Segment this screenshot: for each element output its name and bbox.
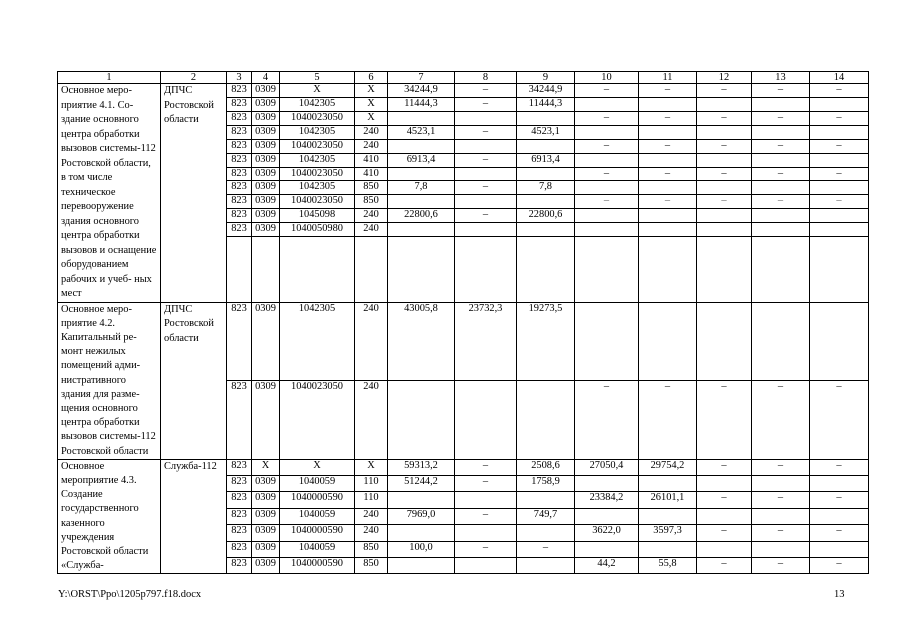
table-cell xyxy=(388,111,455,125)
table-cell xyxy=(575,302,639,381)
table-cell xyxy=(810,508,869,524)
table-cell: 1040059 xyxy=(280,476,355,492)
table-cell: 823 xyxy=(227,153,252,167)
table-cell xyxy=(517,111,575,125)
table-cell: 110 xyxy=(355,492,388,508)
table-cell: – xyxy=(455,153,517,167)
budget-table xyxy=(57,71,869,574)
table-cell xyxy=(810,209,869,223)
table-cell: 2508,6 xyxy=(517,459,575,475)
table-cell xyxy=(517,557,575,573)
header-cell: 11 xyxy=(639,72,697,84)
table-cell: X xyxy=(252,459,280,475)
table-cell: 6913,4 xyxy=(517,153,575,167)
table-cell: 749,7 xyxy=(517,508,575,524)
empty-cell xyxy=(280,237,355,302)
table-cell xyxy=(810,153,869,167)
table-cell: 7,8 xyxy=(517,181,575,195)
table-cell xyxy=(697,302,752,381)
table-cell: – xyxy=(810,84,869,98)
table-cell xyxy=(455,492,517,508)
table-cell: 4523,1 xyxy=(517,125,575,139)
table-cell: 240 xyxy=(355,139,388,153)
table-cell xyxy=(517,381,575,460)
table-cell xyxy=(388,557,455,573)
table-cell: 34244,9 xyxy=(388,84,455,98)
table-cell: 34244,9 xyxy=(517,84,575,98)
table-cell: – xyxy=(639,111,697,125)
table-cell xyxy=(517,195,575,209)
table-cell: 1040050980 xyxy=(280,223,355,237)
table-cell xyxy=(639,302,697,381)
empty-cell xyxy=(227,237,252,302)
table-cell xyxy=(697,223,752,237)
table-cell: 0309 xyxy=(252,381,280,460)
table-cell xyxy=(697,508,752,524)
table-cell: 0309 xyxy=(252,557,280,573)
table-cell: 1040000590 xyxy=(280,525,355,541)
table-cell xyxy=(697,541,752,557)
table-cell: – xyxy=(455,476,517,492)
table-row xyxy=(58,302,869,381)
header-cell: 14 xyxy=(810,72,869,84)
table-cell: 1758,9 xyxy=(517,476,575,492)
table-cell xyxy=(752,508,810,524)
table-cell: 0309 xyxy=(252,97,280,111)
empty-cell xyxy=(355,237,388,302)
table-cell: 1042305 xyxy=(280,125,355,139)
table-cell: – xyxy=(697,459,752,475)
measure-description: Основное меро- приятие 4.1. Со- здание основного центра обработки вызовов системы-112 Ростовской области, в том числе техническое перевооружение здания основного центра обработки вызовов и оснащение оборудованием рабочих и учеб- ных мест xyxy=(58,84,161,303)
header-cell: 9 xyxy=(517,72,575,84)
table-cell: 110 xyxy=(355,476,388,492)
table-cell xyxy=(810,125,869,139)
table-cell xyxy=(388,381,455,460)
header-cell: 13 xyxy=(752,72,810,84)
empty-cell xyxy=(455,237,517,302)
table-cell: 1042305 xyxy=(280,181,355,195)
table-cell xyxy=(575,181,639,195)
table-cell xyxy=(455,525,517,541)
table-cell xyxy=(752,541,810,557)
header-cell: 5 xyxy=(280,72,355,84)
table-cell: – xyxy=(697,167,752,181)
table-cell: 27050,4 xyxy=(575,459,639,475)
table-cell: – xyxy=(697,381,752,460)
table-cell xyxy=(388,525,455,541)
table-cell: 1040023050 xyxy=(280,381,355,460)
table-cell: 823 xyxy=(227,381,252,460)
table-cell: – xyxy=(455,97,517,111)
table-cell xyxy=(639,153,697,167)
table-cell: 823 xyxy=(227,223,252,237)
table-cell: 823 xyxy=(227,209,252,223)
table-cell: – xyxy=(575,111,639,125)
header-cell: 12 xyxy=(697,72,752,84)
table-cell: 0309 xyxy=(252,84,280,98)
table-cell: – xyxy=(455,508,517,524)
table-cell xyxy=(455,167,517,181)
table-cell xyxy=(575,541,639,557)
table-cell xyxy=(455,139,517,153)
table-cell xyxy=(639,97,697,111)
table-cell xyxy=(810,302,869,381)
table-cell: 823 xyxy=(227,195,252,209)
table-cell: 1040000590 xyxy=(280,557,355,573)
table-cell: – xyxy=(697,492,752,508)
table-cell: – xyxy=(810,139,869,153)
table-cell xyxy=(639,209,697,223)
empty-cell xyxy=(752,237,810,302)
table-cell: – xyxy=(752,111,810,125)
table-cell: – xyxy=(455,125,517,139)
table-cell xyxy=(752,302,810,381)
executor-name: ДПЧС Ростовской области xyxy=(161,84,227,303)
table-cell: 240 xyxy=(355,508,388,524)
table-cell: – xyxy=(752,525,810,541)
table-cell: 1040023050 xyxy=(280,111,355,125)
executor-name: Служба-112 xyxy=(161,459,227,574)
table-cell: 240 xyxy=(355,525,388,541)
table-cell xyxy=(697,125,752,139)
table-cell: 823 xyxy=(227,125,252,139)
header-cell: 1 xyxy=(58,72,161,84)
table-cell: 823 xyxy=(227,167,252,181)
table-cell xyxy=(697,476,752,492)
table-cell: – xyxy=(639,195,697,209)
table-cell: 823 xyxy=(227,302,252,381)
footer-file-path: Y:\ORST\Ppo\1205p797.f18.docx xyxy=(58,589,202,600)
table-body xyxy=(58,72,869,574)
table-cell: 823 xyxy=(227,97,252,111)
table-cell: 410 xyxy=(355,153,388,167)
table-cell: 4523,1 xyxy=(388,125,455,139)
table-cell xyxy=(517,223,575,237)
table-cell xyxy=(517,525,575,541)
table-cell: 1040023050 xyxy=(280,139,355,153)
table-cell: – xyxy=(752,557,810,573)
table-cell: – xyxy=(752,492,810,508)
table-cell xyxy=(639,508,697,524)
table-cell xyxy=(575,97,639,111)
table-cell: 100,0 xyxy=(388,541,455,557)
table-cell: 0309 xyxy=(252,223,280,237)
header-cell: 8 xyxy=(455,72,517,84)
table-cell: 1042305 xyxy=(280,302,355,381)
table-cell: 410 xyxy=(355,167,388,181)
table-cell: 0309 xyxy=(252,476,280,492)
header-cell: 10 xyxy=(575,72,639,84)
table-cell: – xyxy=(697,525,752,541)
table-cell: – xyxy=(517,541,575,557)
table-cell: 850 xyxy=(355,181,388,195)
table-cell: 55,8 xyxy=(639,557,697,573)
table-cell xyxy=(575,223,639,237)
table-cell xyxy=(517,492,575,508)
table-cell xyxy=(575,209,639,223)
table-cell xyxy=(575,476,639,492)
table-cell: 850 xyxy=(355,557,388,573)
table-cell: 0309 xyxy=(252,541,280,557)
table-cell: 44,2 xyxy=(575,557,639,573)
table-cell: 43005,8 xyxy=(388,302,455,381)
table-cell: 7969,0 xyxy=(388,508,455,524)
table-cell: – xyxy=(639,167,697,181)
table-cell: – xyxy=(697,84,752,98)
table-cell: – xyxy=(810,525,869,541)
table-cell: – xyxy=(810,557,869,573)
table-cell: X xyxy=(280,459,355,475)
table-cell xyxy=(388,492,455,508)
table-cell: 823 xyxy=(227,492,252,508)
table-cell: 0309 xyxy=(252,508,280,524)
table-cell xyxy=(697,153,752,167)
table-cell: 29754,2 xyxy=(639,459,697,475)
table-cell: X xyxy=(280,84,355,98)
table-cell: 823 xyxy=(227,557,252,573)
table-cell xyxy=(455,223,517,237)
footer-page-number: 13 xyxy=(834,589,845,600)
table-cell: 1042305 xyxy=(280,153,355,167)
table-cell: – xyxy=(455,541,517,557)
table-cell: 51244,2 xyxy=(388,476,455,492)
table-cell: 823 xyxy=(227,139,252,153)
table-cell: 7,8 xyxy=(388,181,455,195)
table-cell: 0309 xyxy=(252,302,280,381)
table-cell xyxy=(575,125,639,139)
table-cell xyxy=(752,209,810,223)
table-cell: 26101,1 xyxy=(639,492,697,508)
empty-cell xyxy=(388,237,455,302)
table-cell: – xyxy=(697,195,752,209)
table-cell: 823 xyxy=(227,508,252,524)
table-row xyxy=(58,84,869,98)
table-cell: – xyxy=(455,209,517,223)
table-cell xyxy=(388,195,455,209)
table-cell xyxy=(752,181,810,195)
table-cell: 3597,3 xyxy=(639,525,697,541)
table-cell: 22800,6 xyxy=(517,209,575,223)
table-cell: 823 xyxy=(227,525,252,541)
table-cell: – xyxy=(752,139,810,153)
table-cell: 1040023050 xyxy=(280,167,355,181)
table-cell xyxy=(639,125,697,139)
table-cell: – xyxy=(697,139,752,153)
table-cell: 1040000590 xyxy=(280,492,355,508)
table-cell xyxy=(752,223,810,237)
table-cell xyxy=(752,97,810,111)
table-cell: – xyxy=(455,84,517,98)
table-cell: – xyxy=(752,459,810,475)
table-cell: – xyxy=(455,181,517,195)
table-cell xyxy=(639,223,697,237)
table-cell xyxy=(575,153,639,167)
measure-description: Основное меро- приятие 4.2. Капитальный ре- монт нежилых помещений адми- нистративного здания для разме- щения основного центра обработки вызовов системы-112 Ростовской области xyxy=(58,302,161,459)
table-cell: 823 xyxy=(227,181,252,195)
table-cell xyxy=(697,97,752,111)
table-cell: X xyxy=(355,459,388,475)
table-cell: 823 xyxy=(227,476,252,492)
table-cell: 850 xyxy=(355,541,388,557)
empty-cell xyxy=(252,237,280,302)
table-cell: – xyxy=(810,381,869,460)
table-cell: 1040023050 xyxy=(280,195,355,209)
table-cell: 0309 xyxy=(252,525,280,541)
table-cell: 0309 xyxy=(252,181,280,195)
header-cell: 6 xyxy=(355,72,388,84)
table-cell: – xyxy=(752,167,810,181)
table-cell xyxy=(639,181,697,195)
table-cell: 240 xyxy=(355,381,388,460)
table-cell: 240 xyxy=(355,209,388,223)
table-cell: 823 xyxy=(227,111,252,125)
table-cell: 22800,6 xyxy=(388,209,455,223)
table-cell: 1042305 xyxy=(280,97,355,111)
table-cell: – xyxy=(455,459,517,475)
table-cell: – xyxy=(575,84,639,98)
header-cell: 3 xyxy=(227,72,252,84)
table-cell xyxy=(388,167,455,181)
table-cell xyxy=(752,153,810,167)
header-row xyxy=(58,72,869,84)
executor-name: ДПЧС Ростовской области xyxy=(161,302,227,459)
table-cell: 23384,2 xyxy=(575,492,639,508)
table-cell: 850 xyxy=(355,195,388,209)
table-cell: – xyxy=(810,111,869,125)
table-cell xyxy=(810,476,869,492)
table-cell: – xyxy=(810,492,869,508)
table-cell: 0309 xyxy=(252,125,280,139)
header-cell: 4 xyxy=(252,72,280,84)
table-cell: 0309 xyxy=(252,111,280,125)
table-cell xyxy=(752,125,810,139)
table-cell xyxy=(697,181,752,195)
table-cell: – xyxy=(575,381,639,460)
table-cell: 11444,3 xyxy=(388,97,455,111)
table-row xyxy=(58,459,869,475)
table-cell: – xyxy=(575,167,639,181)
table-cell: – xyxy=(639,381,697,460)
table-cell: 823 xyxy=(227,84,252,98)
header-cell: 2 xyxy=(161,72,227,84)
table-cell: 59313,2 xyxy=(388,459,455,475)
table-cell xyxy=(575,508,639,524)
table-cell: – xyxy=(575,195,639,209)
table-cell: 1040059 xyxy=(280,541,355,557)
empty-cell xyxy=(575,237,639,302)
table-cell: 240 xyxy=(355,125,388,139)
table-cell: 0309 xyxy=(252,167,280,181)
table-cell: 0309 xyxy=(252,209,280,223)
table-cell: – xyxy=(810,459,869,475)
table-cell: – xyxy=(639,84,697,98)
table-cell: 240 xyxy=(355,223,388,237)
table-cell: X xyxy=(355,97,388,111)
table-cell: 823 xyxy=(227,459,252,475)
table-cell: 0309 xyxy=(252,492,280,508)
table-cell xyxy=(810,181,869,195)
table-cell: 19273,5 xyxy=(517,302,575,381)
empty-cell xyxy=(517,237,575,302)
table-cell xyxy=(810,541,869,557)
empty-cell xyxy=(810,237,869,302)
table-cell xyxy=(639,541,697,557)
table-cell: – xyxy=(810,167,869,181)
table-cell: 23732,3 xyxy=(455,302,517,381)
table-cell xyxy=(810,97,869,111)
table-cell: 0309 xyxy=(252,139,280,153)
table-cell: 240 xyxy=(355,302,388,381)
table-cell xyxy=(455,195,517,209)
table-cell: – xyxy=(697,557,752,573)
table-cell xyxy=(517,167,575,181)
table-cell xyxy=(455,557,517,573)
table-cell: 823 xyxy=(227,541,252,557)
header-cell: 7 xyxy=(388,72,455,84)
table-cell xyxy=(697,209,752,223)
table-cell: – xyxy=(752,381,810,460)
table-cell xyxy=(752,476,810,492)
table-cell xyxy=(455,381,517,460)
table-cell: 0309 xyxy=(252,153,280,167)
table-cell: 0309 xyxy=(252,195,280,209)
table-cell: X xyxy=(355,84,388,98)
empty-cell xyxy=(639,237,697,302)
table-cell xyxy=(388,223,455,237)
table-cell: 1040059 xyxy=(280,508,355,524)
table-cell: – xyxy=(639,139,697,153)
table-cell: – xyxy=(697,111,752,125)
table-cell: 1045098 xyxy=(280,209,355,223)
table-cell: 11444,3 xyxy=(517,97,575,111)
table-cell xyxy=(388,139,455,153)
table-cell: X xyxy=(355,111,388,125)
table-cell xyxy=(455,111,517,125)
table-cell: – xyxy=(810,195,869,209)
empty-cell xyxy=(697,237,752,302)
table-cell xyxy=(810,223,869,237)
measure-description: Основное мероприятие 4.3. Создание государственного казенного учреждения Ростовской области «Служба- xyxy=(58,459,161,574)
table-cell: – xyxy=(752,195,810,209)
table-cell: – xyxy=(752,84,810,98)
table-cell: 3622,0 xyxy=(575,525,639,541)
table-cell: – xyxy=(575,139,639,153)
table-cell xyxy=(517,139,575,153)
table-cell: 6913,4 xyxy=(388,153,455,167)
table-cell xyxy=(639,476,697,492)
